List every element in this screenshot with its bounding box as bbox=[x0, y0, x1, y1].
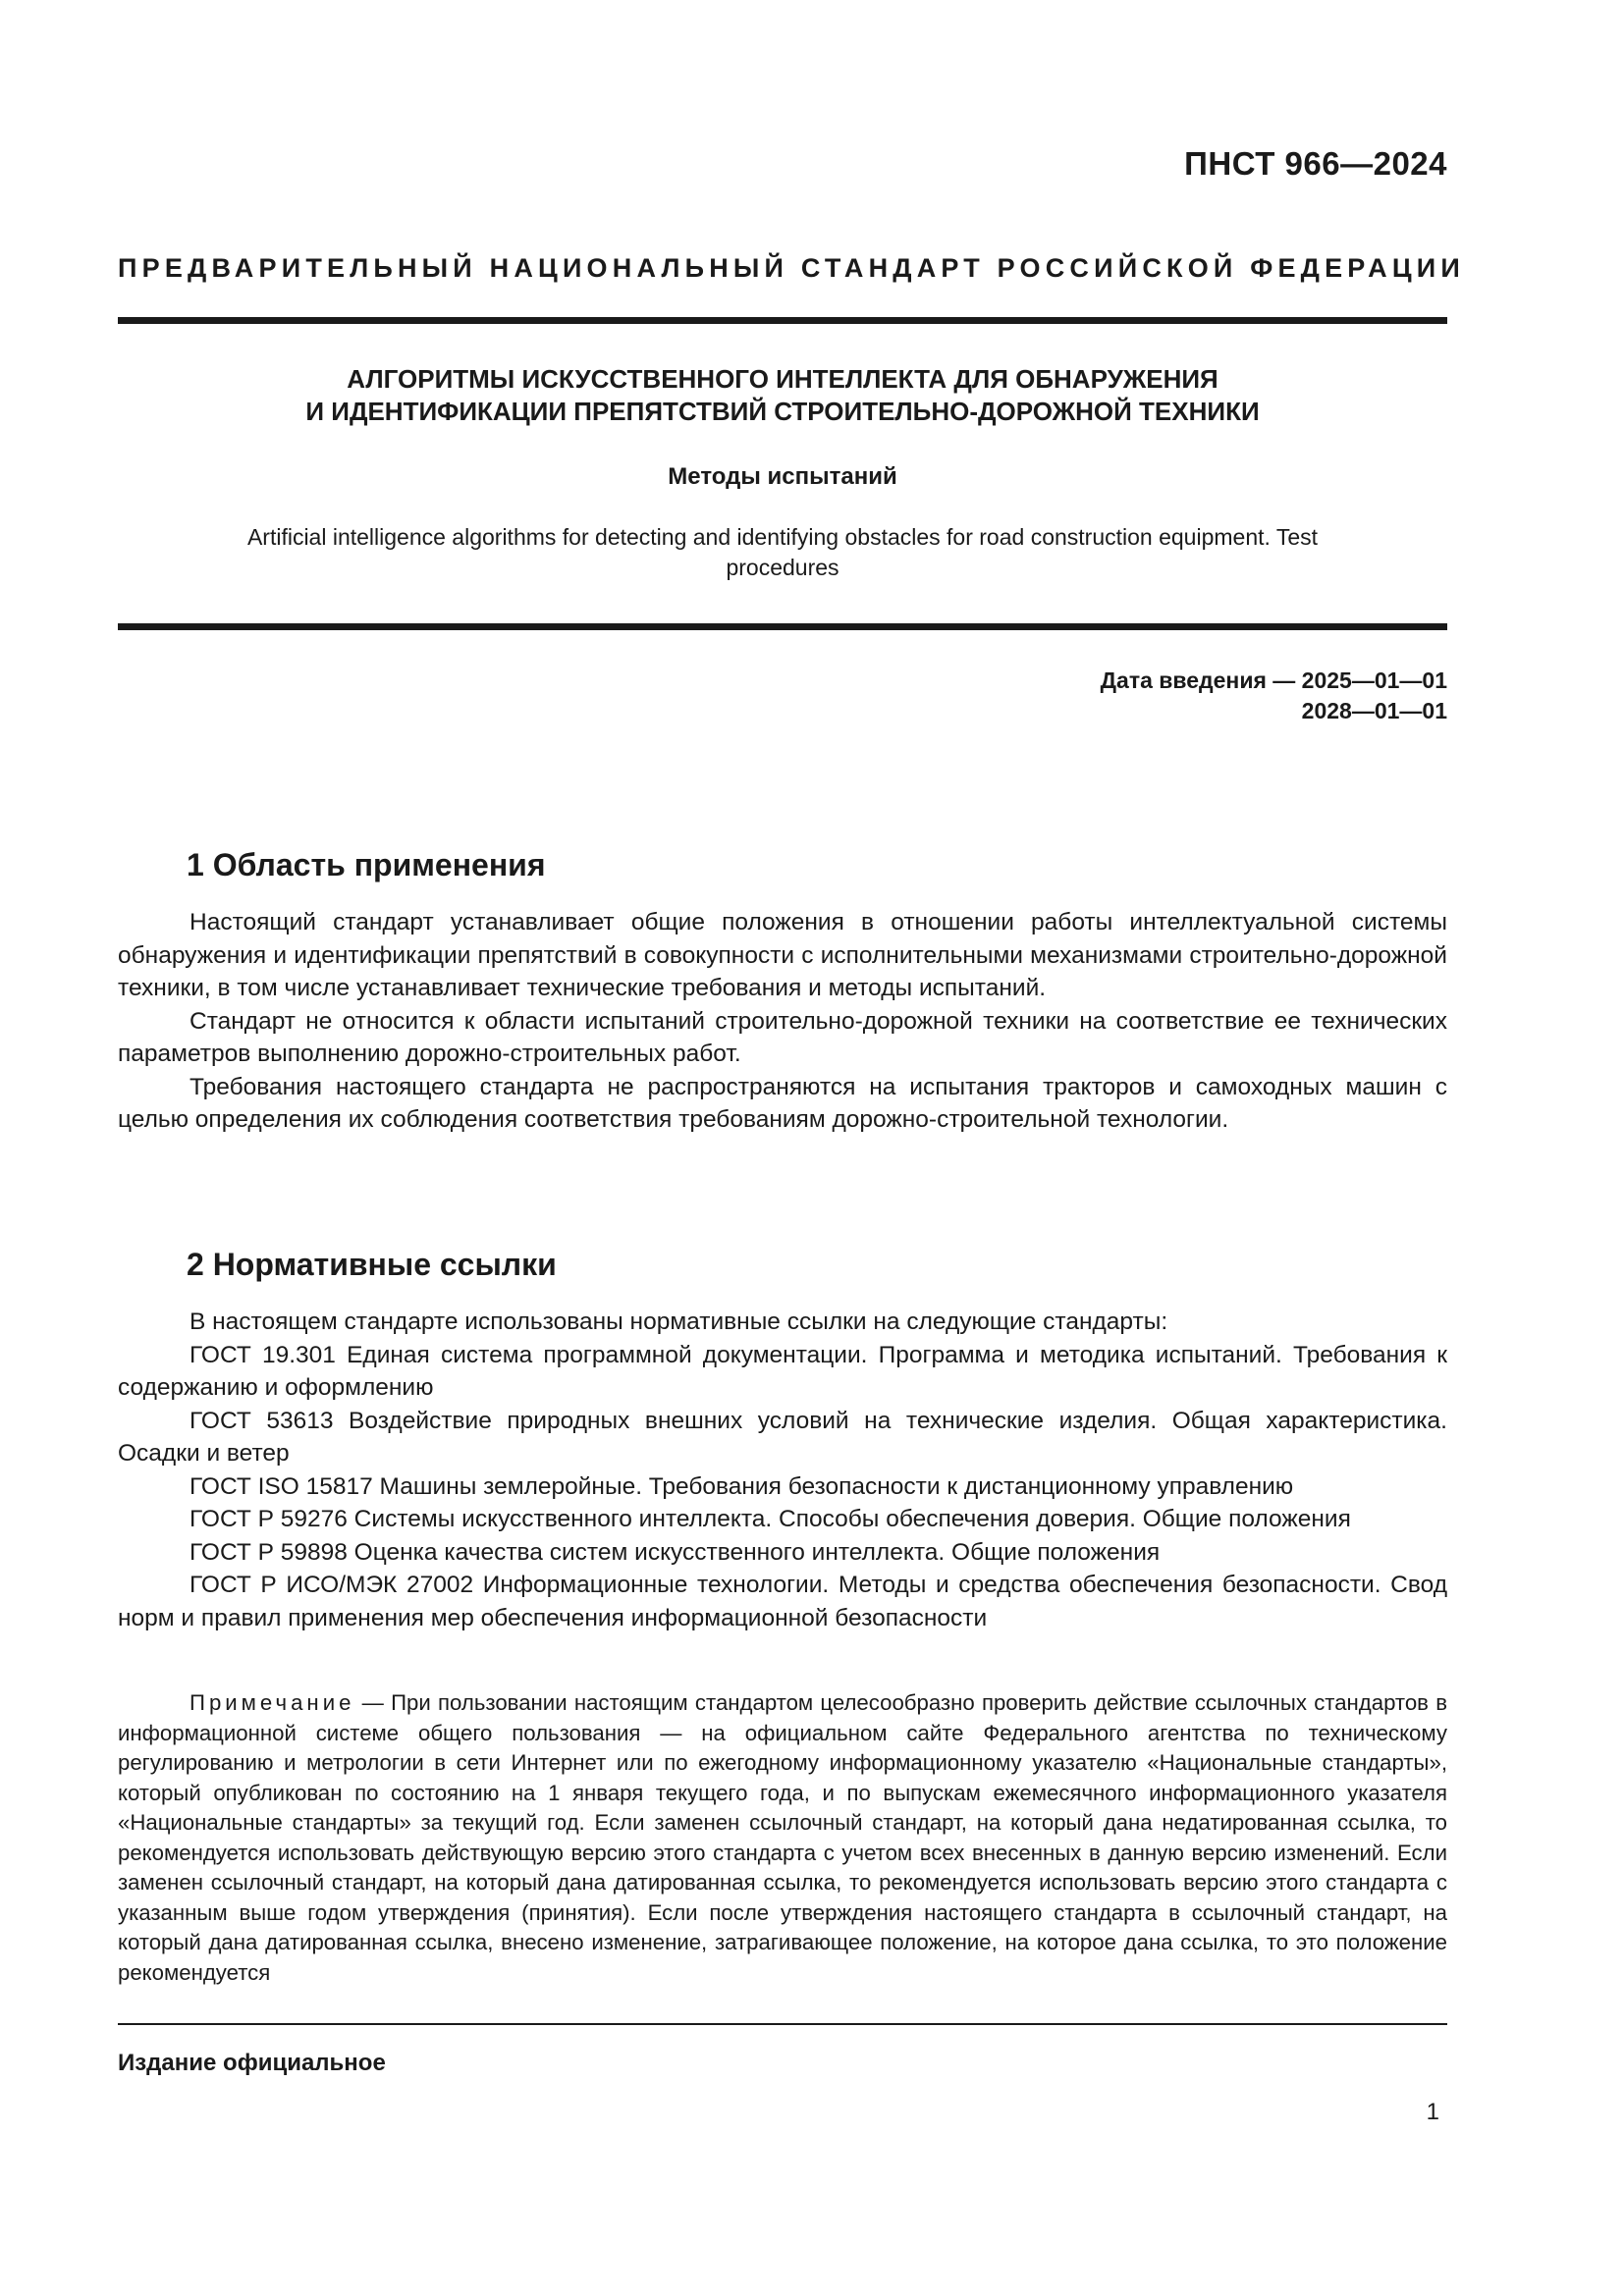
top-rule bbox=[118, 317, 1447, 324]
reference-gost-r-59898: ГОСТ Р 59898 Оценка качества систем искусственного интеллекта. Общие положения bbox=[189, 1538, 1161, 1566]
reference-gost-r-iso-iec-27002: ГОСТ Р ИСО/МЭК 27002 Информационные технологии. Методы и средства обеспечения безопасности. Свод норм и правил применения мер обеспечения информационной безопасности bbox=[118, 1572, 1447, 1631]
section-1-paragraph-3: Требования настоящего стандарта не распространяются на испытания тракторов и самоходных машин с целью определения их соблюдения соответствия требованиям дорожно-строительной технологии. bbox=[118, 1073, 1447, 1133]
title-bottom-rule bbox=[118, 623, 1447, 630]
section-1-body bbox=[118, 906, 1447, 1137]
note-paragraph bbox=[118, 1688, 1447, 1988]
standard-series-title: ПРЕДВАРИТЕЛЬНЫЙ НАЦИОНАЛЬНЫЙ СТАНДАРТ РОССИЙСКОЙ ФЕДЕРАЦИИ bbox=[118, 253, 1465, 283]
section-2-body bbox=[118, 1306, 1447, 1634]
section-2-intro: В настоящем стандарте использованы нормативные ссылки на следующие стандарты: bbox=[189, 1308, 1168, 1335]
english-title: Artificial intelligence algorithms for detecting and identifying obstacles for road construction equipment. Test procedures bbox=[246, 524, 1319, 580]
footer-rule bbox=[118, 2023, 1447, 2025]
note-label: Примечание bbox=[189, 1690, 355, 1715]
main-title-line-2: И ИДЕНТИФИКАЦИИ ПРЕПЯТСТВИЙ СТРОИТЕЛЬНО-ДОРОЖНОЙ ТЕХНИКИ bbox=[305, 397, 1260, 426]
introduction-date bbox=[1101, 666, 1447, 726]
introduction-date-line-1: Дата введения — 2025—01—01 bbox=[1100, 667, 1447, 693]
reference-gost-r-59276: ГОСТ Р 59276 Системы искусственного интеллекта. Способы обеспечения доверия. Общие положения bbox=[189, 1506, 1351, 1532]
section-1-paragraph-2: Стандарт не относится к области испытаний строительно-дорожной техники на соответствие ее технических параметров выполнению дорожно-строительных работ. bbox=[118, 1007, 1447, 1067]
official-edition-label: Издание официальное bbox=[118, 2050, 386, 2076]
main-title bbox=[118, 363, 1447, 428]
document-page bbox=[118, 0, 1465, 2296]
subtitle: Методы испытаний bbox=[668, 463, 897, 490]
page-number: 1 bbox=[1426, 2099, 1439, 2125]
introduction-date-line-2: 2028—01—01 bbox=[1301, 698, 1447, 723]
reference-gost-53613: ГОСТ 53613 Воздействие природных внешних условий на технические изделия. Общая характеристика. Осадки и ветер bbox=[118, 1407, 1447, 1467]
reference-gost-iso-15817: ГОСТ ISO 15817 Машины землеройные. Требования безопасности к дистанционному управлению bbox=[189, 1472, 1294, 1500]
reference-gost-19-301: ГОСТ 19.301 Единая система программной документации. Программа и методика испытаний. Требования к содержанию и оформлению bbox=[118, 1341, 1447, 1401]
section-1-heading: 1 Область применения bbox=[187, 847, 546, 882]
section-2-heading: 2 Нормативные ссылки bbox=[187, 1247, 557, 1282]
section-1-paragraph-1: Настоящий стандарт устанавливает общие положения в отношении работы интеллектуальной системы обнаружения и идентификации препятствий в совокупности с исполнительными механизмами строительно-дорожной техники, в том числе устанавливает технические требования и методы испытаний. bbox=[118, 909, 1447, 1001]
note-text: — При пользовании настоящим стандартом целесообразно проверить действие ссылочных стандартов в информационной системе общего пользования — на официальном сайте Федерального агентства по техническому регулированию и метрологии в сети Интернет или по ежегодному информационному указателю «Национальные стандарты», который опубликован по состоянию на 1 января текущего года, и по выпускам ежемесячного информационного указателя «Национальные стандарты» за текущий год. Если заменен ссылочный стандарт, на который дана недатированная ссылка, то рекомендуется использовать действующую версию этого стандарта с учетом всех внесенных в данную версию изменений. Если заменен ссылочный стандарт, на который дана датированная ссылка, то рекомендуется использовать версию этого стандарта с указанным выше годом утверждения (принятия). Если после утверждения настоящего стандарта в ссылочный стандарт, на который дана датированная ссылка, внесено изменение, затрагивающее положение, на которое дана ссылка, то это положение рекомендуется bbox=[118, 1690, 1447, 1985]
main-title-line-1: АЛГОРИТМЫ ИСКУССТВЕННОГО ИНТЕЛЛЕКТА ДЛЯ ОБНАРУЖЕНИЯ bbox=[347, 364, 1218, 394]
document-code: ПНСТ 966—2024 bbox=[1184, 145, 1447, 182]
